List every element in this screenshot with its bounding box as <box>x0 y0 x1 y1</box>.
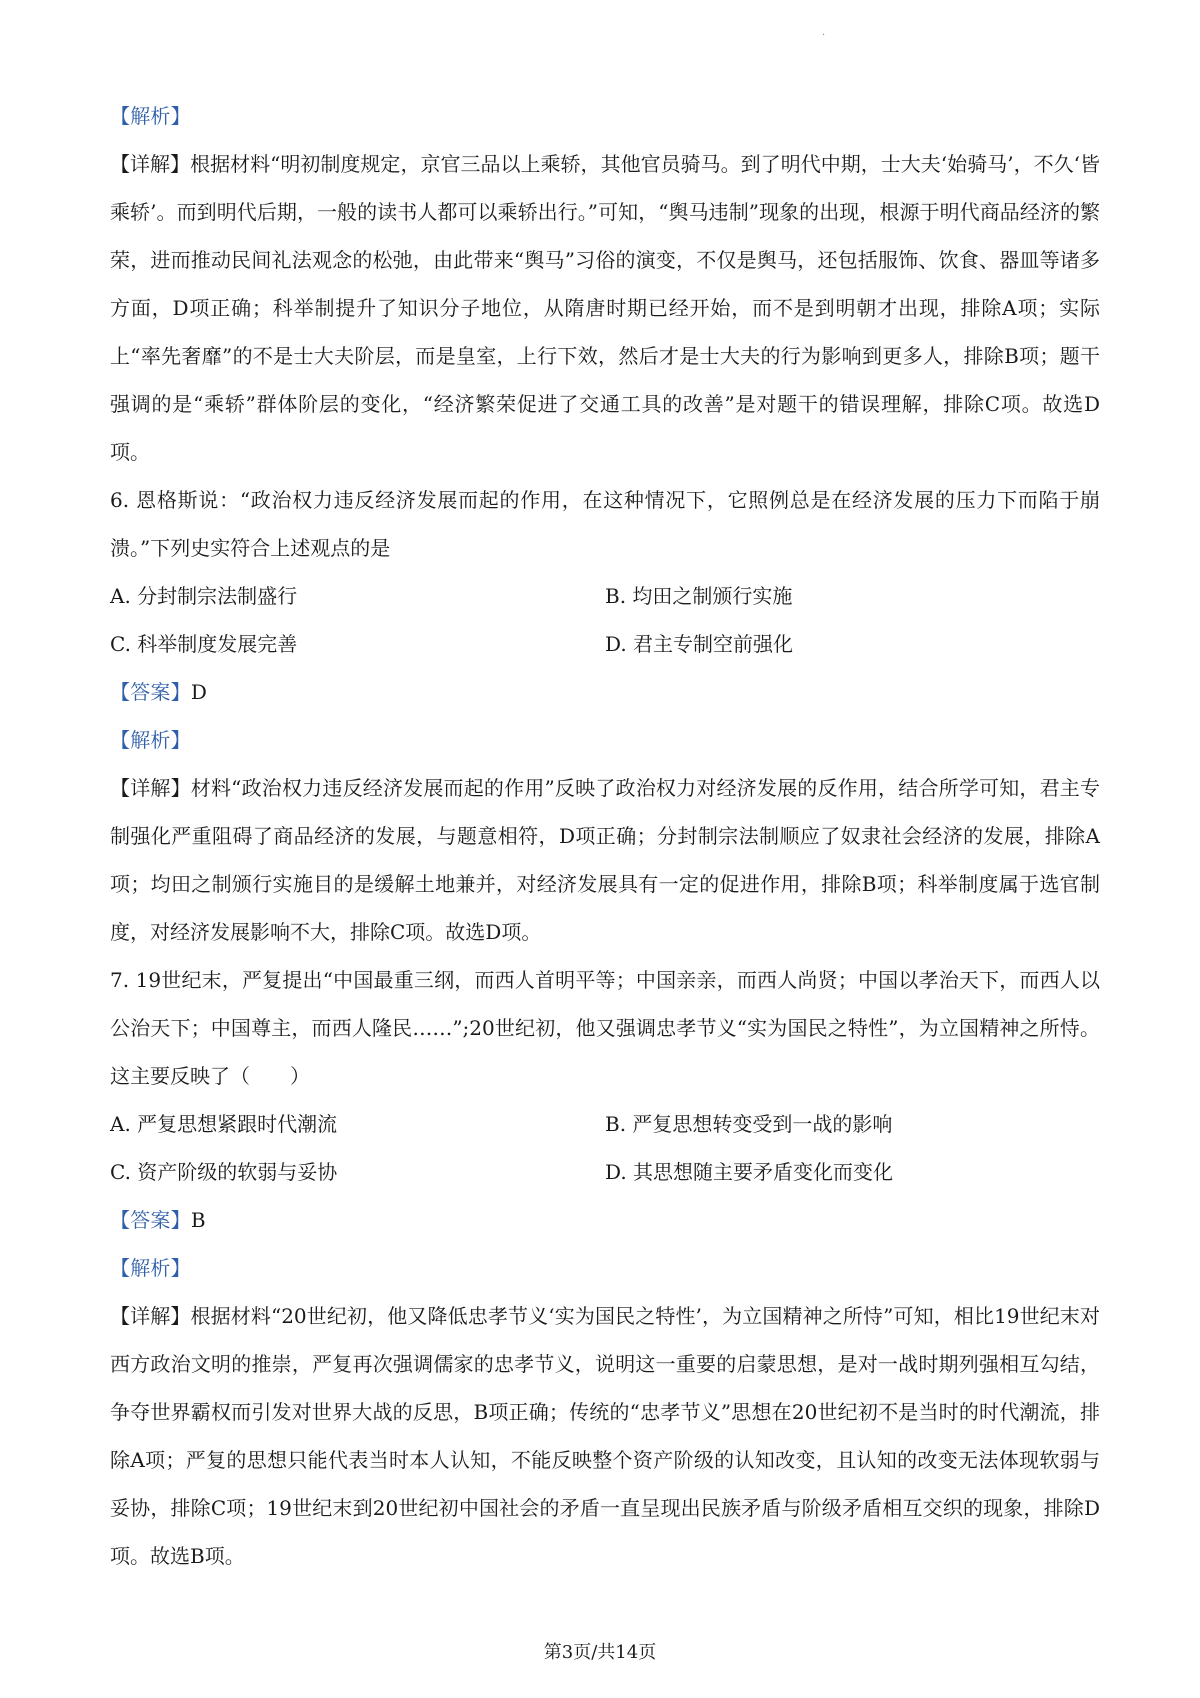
q6-options-row-2 <box>110 620 1100 668</box>
detail-tag: 【详解】 <box>110 776 191 800</box>
q7-option-b: B. 严复思想转变受到一战的影响 <box>605 1112 893 1136</box>
q7-option-d: D. 其思想随主要矛盾变化而变化 <box>605 1160 894 1184</box>
q6-option-a: A. 分封制宗法制盛行 <box>110 584 298 608</box>
q7-option-a: A. 严复思想紧跟时代潮流 <box>110 1112 338 1136</box>
q6-detail <box>110 764 1100 956</box>
analysis-tag: 【解析】 <box>110 104 191 128</box>
answer-tag: 【答案】 <box>110 1208 191 1232</box>
q6-option-d: D. 君主专制空前强化 <box>605 632 794 656</box>
q7-analysis-heading <box>110 1244 1100 1292</box>
q5-analysis-heading <box>110 92 1100 140</box>
q6-detail-text: 材料“政治权力违反经济发展而起的作用”反映了政治权力对经济发展的反作用，结合所学可知，君主专制强化严重阻碍了商品经济的发展，与题意相符，D项正确；分封制宗法制顺应了奴隶社会经济的发展，排除A项；均田之制颁行实施目的是缓解土地兼并，对经济发展具有一定的促进作用，排除B项；科举制度属于选官制度，对经济发展影响不大，排除C项。故选D项。 <box>110 776 1100 944</box>
q7-detail <box>110 1292 1100 1580</box>
q7-detail-text: 根据材料“20世纪初，他又降低忠孝节义‘实为国民之特性’，为立国精神之所恃”可知，相比19世纪末对西方政治文明的推崇，严复再次强调儒家的忠孝节义，说明这一重要的启蒙思想，是对一战时期列强相互勾结，争夺世界霸权而引发对世界大战的反思，B项正确；传统的“忠孝节义”思想在20世纪初不是当时的时代潮流，排除A项；严复的思想只能代表当时本人认知，不能反映整个资产阶级的认知改变，且认知的改变无法体现软弱与妥协，排除C项；19世纪末到20世纪初中国社会的矛盾一直呈现出民族矛盾与阶级矛盾相互交织的现象，排除D项。故选B项。 <box>110 1304 1101 1568</box>
q5-detail <box>110 140 1100 476</box>
q7-options-row-1 <box>110 1100 1100 1148</box>
page-content <box>110 92 1100 1580</box>
analysis-tag: 【解析】 <box>110 1256 191 1280</box>
q6-answer-value: D <box>190 680 208 704</box>
detail-tag: 【详解】 <box>110 152 191 176</box>
q6-options-row-1 <box>110 572 1100 620</box>
page-number: 第3页/共14页 <box>543 1642 657 1663</box>
analysis-tag: 【解析】 <box>110 728 191 752</box>
detail-tag: 【详解】 <box>110 1304 191 1328</box>
q7-answer-value: B <box>190 1208 206 1232</box>
q7-options-row-2 <box>110 1148 1100 1196</box>
q6-answer <box>110 668 1100 716</box>
q6-analysis-heading <box>110 716 1100 764</box>
q7-stem: 7. 19世纪末，严复提出“中国最重三纲，而西人首明平等；中国亲亲，而西人尚贤；中国以孝治天下，而西人以公治天下；中国尊主，而西人隆民……”;20世纪初，他又强调忠孝节义“实为国民之特性”，为立国精神之所恃。这主要反映了（ ） <box>110 968 1100 1088</box>
q6-option-c: C. 科举制度发展完善 <box>110 632 298 656</box>
header-mark: · <box>822 30 826 41</box>
q5-detail-text: 根据材料“明初制度规定，京官三品以上乘轿，其他官员骑马。到了明代中期，士大夫‘始骑马’，不久‘皆乘轿’。而到明代后期，一般的读书人都可以乘轿出行。”可知，“舆马违制”现象的出现，根源于明代商品经济的繁荣，进而推动民间礼法观念的松弛，由此带来“舆马”习俗的演变，不仅是舆马，还包括服饰、饮食、器皿等诸多方面，D项正确；科举制提升了知识分子地位，从隋唐时期已经开始，而不是到明朝才出现，排除A项；实际上“率先奢靡”的不是士大夫阶层，而是皇室，上行下效，然后才是士大夫的行为影响到更多人，排除B项；题干强调的是“乘轿”群体阶层的变化，“经济繁荣促进了交通工具的改善”是对题干的错误理解，排除C项。故选D项。 <box>110 152 1101 464</box>
q6-option-b: B. 均田之制颁行实施 <box>605 584 793 608</box>
answer-tag: 【答案】 <box>110 680 191 704</box>
q6-stem: 6. 恩格斯说：“政治权力违反经济发展而起的作用，在这种情况下，它照例总是在经济发展的压力下而陷于崩溃。”下列史实符合上述观点的是 <box>110 488 1100 560</box>
q7-option-c: C. 资产阶级的软弱与妥协 <box>110 1160 338 1184</box>
q7-answer <box>110 1196 1100 1244</box>
